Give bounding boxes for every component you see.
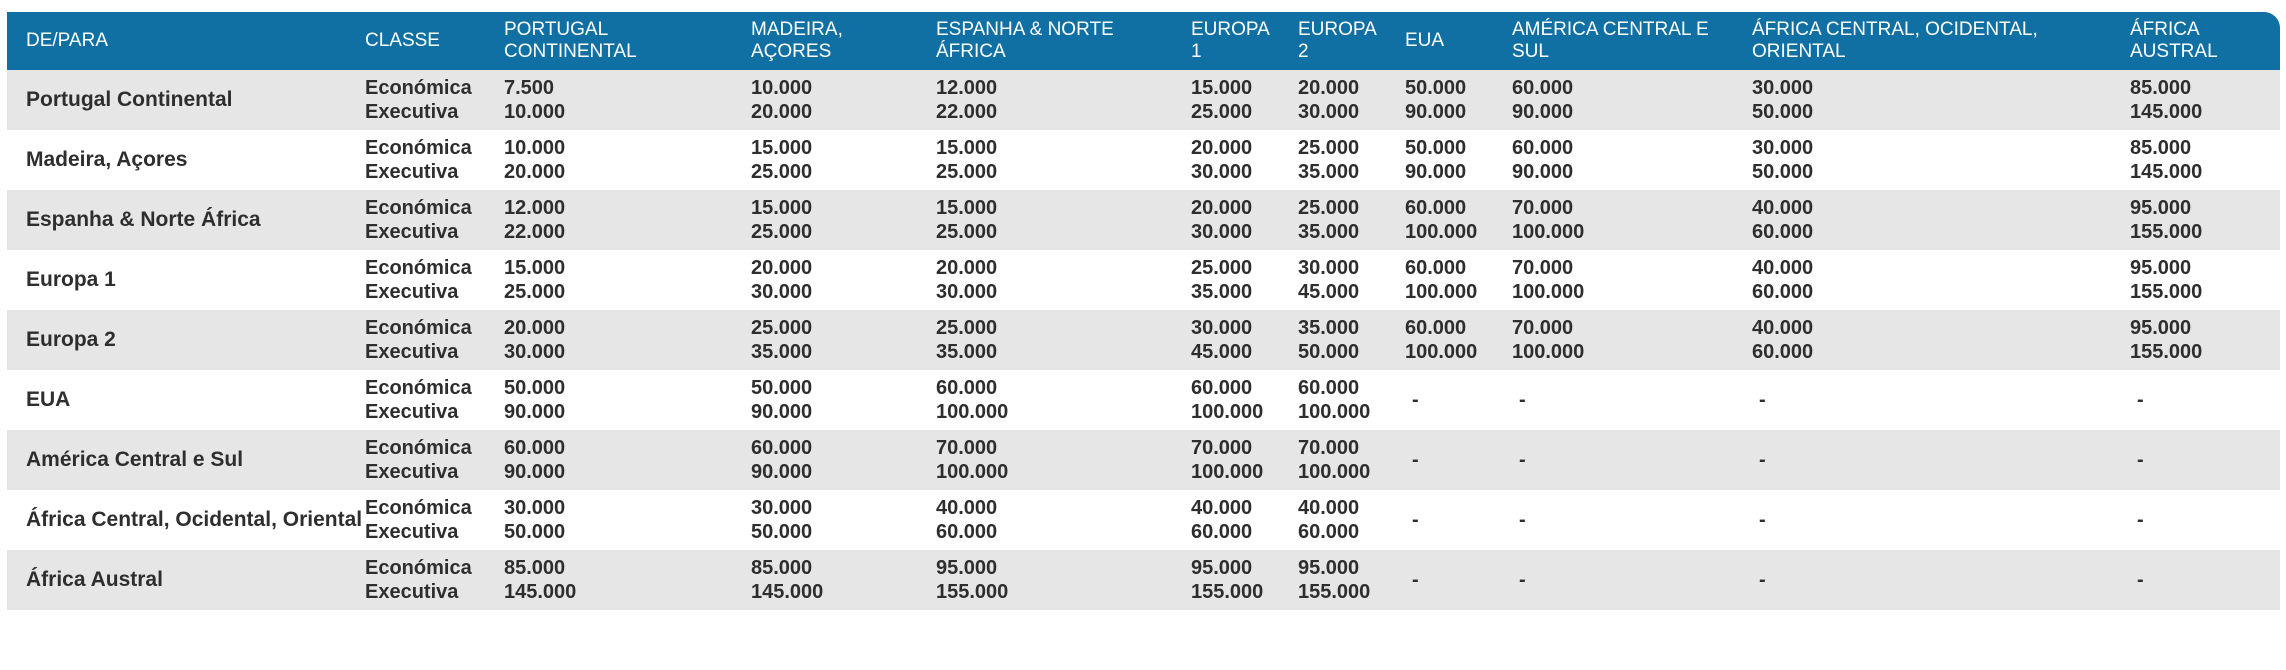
column-header: ÁFRICA CENTRAL, OCIDENTAL, ORIENTAL <box>1752 19 2038 62</box>
column-header: CLASSE <box>365 30 440 51</box>
miles-cell <box>936 550 1191 610</box>
miles-value: 40.000 <box>1752 257 1814 279</box>
miles-cell <box>1752 430 2130 490</box>
miles-value: 100.000 <box>1512 341 1585 363</box>
column-header: MADEIRA, AÇORES <box>751 19 843 62</box>
miles-cell <box>2130 190 2280 250</box>
miles-value: 90.000 <box>1512 161 1574 183</box>
miles-cell <box>1752 550 2130 610</box>
miles-value: 85.000 <box>2130 77 2192 99</box>
miles-cell <box>1405 550 1512 610</box>
miles-value: 20.000 <box>1191 137 1253 159</box>
miles-cell <box>2130 250 2280 310</box>
miles-value: 100.000 <box>1512 281 1585 303</box>
miles-value: 25.000 <box>1298 197 1360 219</box>
miles-cell <box>1512 370 1752 430</box>
miles-value: 35.000 <box>751 341 813 363</box>
miles-cell <box>1512 70 1752 130</box>
miles-value: 100.000 <box>936 461 1009 483</box>
miles-value: 60.000 <box>751 437 813 459</box>
miles-cell <box>1298 550 1405 610</box>
miles-value: 50.000 <box>1405 77 1467 99</box>
miles-cell <box>751 370 936 430</box>
miles-value: 20.000 <box>1191 197 1253 219</box>
class-label: Económica <box>365 137 472 159</box>
column-header: ÁFRICA AUSTRAL <box>2130 19 2218 62</box>
miles-cell <box>504 70 751 130</box>
miles-value: 70.000 <box>936 437 998 459</box>
miles-cell <box>936 370 1191 430</box>
miles-value: 40.000 <box>1191 497 1253 519</box>
miles-value: 145.000 <box>2130 161 2203 183</box>
miles-cell <box>504 130 751 190</box>
miles-cell <box>1191 550 1298 610</box>
miles-cell <box>1405 310 1512 370</box>
class-label: Económica <box>365 557 472 579</box>
miles-value: 30.000 <box>936 281 998 303</box>
miles-value: 90.000 <box>504 401 566 423</box>
miles-value: 155.000 <box>2130 281 2203 303</box>
miles-value: 100.000 <box>1298 461 1371 483</box>
origin-cell: África Central, Ocidental, Oriental <box>26 508 363 531</box>
miles-value: 90.000 <box>751 401 813 423</box>
miles-cell <box>1512 130 1752 190</box>
class-cell <box>365 550 504 610</box>
miles-value: 40.000 <box>1752 197 1814 219</box>
column-header: EUA <box>1405 30 1445 51</box>
miles-cell <box>1191 430 1298 490</box>
miles-value: 12.000 <box>504 197 566 219</box>
miles-value: 20.000 <box>1298 77 1360 99</box>
miles-cell <box>1512 310 1752 370</box>
miles-value: - <box>1519 569 1526 591</box>
miles-value: 40.000 <box>936 497 998 519</box>
miles-value: 10.000 <box>504 101 566 123</box>
miles-value: - <box>1759 449 1766 471</box>
miles-cell <box>1752 250 2130 310</box>
miles-value: 60.000 <box>1752 221 1814 243</box>
miles-cell <box>2130 430 2280 490</box>
miles-cell <box>751 490 936 550</box>
column-header: EUROPA 2 <box>1298 19 1377 62</box>
miles-cell <box>504 550 751 610</box>
miles-value: 50.000 <box>1752 161 1814 183</box>
miles-cell <box>504 190 751 250</box>
miles-value: - <box>1412 569 1419 591</box>
table-row <box>7 250 2280 310</box>
class-cell <box>365 190 504 250</box>
miles-cell <box>1405 190 1512 250</box>
class-label: Executiva <box>365 341 459 363</box>
class-label: Executiva <box>365 221 459 243</box>
miles-value: 85.000 <box>2130 137 2192 159</box>
miles-cell <box>751 310 936 370</box>
miles-value: 100.000 <box>1405 281 1478 303</box>
miles-cell <box>1752 70 2130 130</box>
miles-cell <box>1298 430 1405 490</box>
miles-value: - <box>1759 569 1766 591</box>
class-label: Executiva <box>365 281 459 303</box>
miles-cell <box>504 370 751 430</box>
miles-cell <box>1298 70 1405 130</box>
table-row <box>7 310 2280 370</box>
miles-value: 30.000 <box>1298 257 1360 279</box>
miles-cell <box>1191 370 1298 430</box>
miles-value: 60.000 <box>1191 521 1253 543</box>
miles-cell <box>1191 70 1298 130</box>
class-label: Executiva <box>365 401 459 423</box>
miles-value: - <box>1412 509 1419 531</box>
miles-value: 10.000 <box>751 77 813 99</box>
miles-cell <box>2130 370 2280 430</box>
miles-value: 60.000 <box>1405 197 1467 219</box>
miles-value: 7.500 <box>504 77 555 99</box>
class-cell <box>365 250 504 310</box>
miles-value: 60.000 <box>1512 137 1574 159</box>
table-header-row <box>7 12 2280 70</box>
miles-value: 100.000 <box>936 401 1009 423</box>
miles-value: 70.000 <box>1512 197 1574 219</box>
miles-value: 90.000 <box>1405 101 1467 123</box>
miles-value: - <box>1519 389 1526 411</box>
miles-cell <box>2130 70 2280 130</box>
table-row <box>7 130 2280 190</box>
miles-value: 20.000 <box>936 257 998 279</box>
miles-value: 15.000 <box>751 137 813 159</box>
miles-value: 30.000 <box>751 281 813 303</box>
miles-value: 155.000 <box>2130 341 2203 363</box>
miles-cell <box>1752 370 2130 430</box>
miles-value: 60.000 <box>1752 281 1814 303</box>
table-body <box>7 70 2280 610</box>
miles-cell <box>504 310 751 370</box>
miles-cell <box>751 550 936 610</box>
miles-value: 60.000 <box>1512 77 1574 99</box>
miles-cell <box>1512 250 1752 310</box>
miles-value: 90.000 <box>1512 101 1574 123</box>
miles-value: - <box>2137 449 2144 471</box>
miles-value: 85.000 <box>751 557 813 579</box>
miles-value: 30.000 <box>504 497 566 519</box>
miles-value: 25.000 <box>936 161 998 183</box>
miles-cell <box>751 190 936 250</box>
miles-value: 90.000 <box>751 461 813 483</box>
miles-cell <box>2130 490 2280 550</box>
miles-cell <box>751 250 936 310</box>
miles-value: 50.000 <box>751 377 813 399</box>
miles-cell <box>1405 430 1512 490</box>
miles-cell <box>1752 190 2130 250</box>
miles-value: 100.000 <box>1512 221 1585 243</box>
miles-table-container <box>7 12 2280 610</box>
class-label: Executiva <box>365 521 459 543</box>
miles-value: 50.000 <box>1405 137 1467 159</box>
miles-value: 100.000 <box>1405 221 1478 243</box>
miles-value: 20.000 <box>751 257 813 279</box>
miles-cell <box>2130 310 2280 370</box>
miles-value: 30.000 <box>1752 137 1814 159</box>
origin-cell: Europa 2 <box>26 328 116 351</box>
column-header: AMÉRICA CENTRAL E SUL <box>1512 19 1709 62</box>
miles-value: 155.000 <box>936 581 1009 603</box>
class-label: Económica <box>365 77 472 99</box>
miles-cell <box>936 250 1191 310</box>
class-label: Económica <box>365 257 472 279</box>
miles-value: 22.000 <box>936 101 998 123</box>
table-row <box>7 430 2280 490</box>
miles-value: 12.000 <box>936 77 998 99</box>
class-label: Económica <box>365 377 472 399</box>
miles-cell <box>936 130 1191 190</box>
miles-cell <box>2130 130 2280 190</box>
table-row <box>7 490 2280 550</box>
miles-cell <box>1191 130 1298 190</box>
class-cell <box>365 370 504 430</box>
miles-cell <box>1512 190 1752 250</box>
miles-cell <box>1191 310 1298 370</box>
miles-cell <box>1512 430 1752 490</box>
miles-value: 35.000 <box>936 341 998 363</box>
miles-cell <box>1298 370 1405 430</box>
miles-value: 95.000 <box>2130 257 2192 279</box>
miles-cell <box>936 490 1191 550</box>
column-header: ESPANHA & NORTE ÁFRICA <box>936 19 1114 62</box>
miles-cell <box>1405 490 1512 550</box>
miles-value: 100.000 <box>1191 401 1264 423</box>
miles-value: 15.000 <box>504 257 566 279</box>
miles-cell <box>936 70 1191 130</box>
miles-value: 25.000 <box>504 281 566 303</box>
miles-value: 100.000 <box>1191 461 1264 483</box>
miles-cell <box>1191 250 1298 310</box>
miles-value: 25.000 <box>1298 137 1360 159</box>
miles-cell <box>1752 310 2130 370</box>
miles-value: 50.000 <box>1752 101 1814 123</box>
miles-value: - <box>2137 569 2144 591</box>
miles-value: 40.000 <box>1752 317 1814 339</box>
miles-value: 90.000 <box>1405 161 1467 183</box>
miles-value: 50.000 <box>504 521 566 543</box>
miles-cell <box>1405 370 1512 430</box>
miles-cell <box>504 490 751 550</box>
miles-value: 30.000 <box>1191 317 1253 339</box>
miles-value: 25.000 <box>936 221 998 243</box>
miles-value: 60.000 <box>936 521 998 543</box>
miles-value: 15.000 <box>936 197 998 219</box>
miles-value: 15.000 <box>1191 77 1253 99</box>
class-label: Económica <box>365 317 472 339</box>
miles-value: 35.000 <box>1298 161 1360 183</box>
miles-value: - <box>2137 389 2144 411</box>
miles-cell <box>1191 490 1298 550</box>
miles-value: 20.000 <box>504 161 566 183</box>
miles-value: 15.000 <box>936 137 998 159</box>
miles-cell <box>1298 250 1405 310</box>
miles-value: 30.000 <box>1191 221 1253 243</box>
miles-value: 60.000 <box>1298 377 1360 399</box>
class-cell <box>365 430 504 490</box>
miles-value: 45.000 <box>1191 341 1253 363</box>
miles-cell <box>936 310 1191 370</box>
miles-cell <box>1405 70 1512 130</box>
table-row <box>7 370 2280 430</box>
miles-value: 25.000 <box>751 317 813 339</box>
miles-cell <box>1298 190 1405 250</box>
miles-value: 145.000 <box>2130 101 2203 123</box>
miles-value: 30.000 <box>751 497 813 519</box>
origin-cell: Portugal Continental <box>26 88 233 111</box>
miles-value: 95.000 <box>2130 317 2192 339</box>
miles-value: 155.000 <box>2130 221 2203 243</box>
miles-cell <box>1191 190 1298 250</box>
miles-cell <box>936 430 1191 490</box>
miles-value: 20.000 <box>751 101 813 123</box>
miles-value: 95.000 <box>1298 557 1360 579</box>
miles-table <box>7 12 2280 610</box>
miles-value: 30.000 <box>1752 77 1814 99</box>
class-label: Económica <box>365 197 472 219</box>
miles-cell <box>1405 130 1512 190</box>
miles-cell <box>504 430 751 490</box>
miles-value: 50.000 <box>504 377 566 399</box>
miles-value: - <box>1412 449 1419 471</box>
miles-cell <box>1298 310 1405 370</box>
miles-cell <box>936 190 1191 250</box>
origin-cell: EUA <box>26 388 71 411</box>
miles-value: 50.000 <box>1298 341 1360 363</box>
miles-value: 60.000 <box>936 377 998 399</box>
miles-cell <box>2130 550 2280 610</box>
column-header: EUROPA 1 <box>1191 19 1270 62</box>
miles-value: 95.000 <box>1191 557 1253 579</box>
miles-value: 20.000 <box>504 317 566 339</box>
column-header: DE/PARA <box>26 30 109 51</box>
miles-value: 35.000 <box>1191 281 1253 303</box>
class-label: Económica <box>365 437 472 459</box>
miles-cell <box>1298 130 1405 190</box>
miles-cell <box>1512 490 1752 550</box>
miles-value: 70.000 <box>1512 257 1574 279</box>
miles-value: 95.000 <box>936 557 998 579</box>
miles-value: 25.000 <box>751 161 813 183</box>
origin-cell: Europa 1 <box>26 268 116 291</box>
miles-value: 100.000 <box>1405 341 1478 363</box>
miles-value: - <box>1519 509 1526 531</box>
miles-value: 60.000 <box>504 437 566 459</box>
miles-value: 85.000 <box>504 557 566 579</box>
miles-cell <box>1405 250 1512 310</box>
miles-cell <box>1512 550 1752 610</box>
miles-value: 95.000 <box>2130 197 2192 219</box>
miles-value: - <box>1759 509 1766 531</box>
miles-cell <box>751 430 936 490</box>
miles-value: 30.000 <box>1191 161 1253 183</box>
class-label: Económica <box>365 497 472 519</box>
miles-value: 145.000 <box>504 581 577 603</box>
miles-value: - <box>1759 389 1766 411</box>
class-label: Executiva <box>365 581 459 603</box>
miles-cell <box>1298 490 1405 550</box>
origin-cell: Madeira, Açores <box>26 148 188 171</box>
miles-value: 30.000 <box>504 341 566 363</box>
miles-cell <box>751 130 936 190</box>
class-label: Executiva <box>365 461 459 483</box>
miles-value: 25.000 <box>751 221 813 243</box>
miles-value: 100.000 <box>1298 401 1371 423</box>
miles-value: 50.000 <box>751 521 813 543</box>
miles-value: 60.000 <box>1752 341 1814 363</box>
miles-value: 30.000 <box>1298 101 1360 123</box>
origin-cell: América Central e Sul <box>26 448 244 471</box>
miles-value: 10.000 <box>504 137 566 159</box>
class-cell <box>365 70 504 130</box>
miles-value: 60.000 <box>1298 521 1360 543</box>
miles-value: - <box>1519 449 1526 471</box>
table-row <box>7 190 2280 250</box>
miles-value: 35.000 <box>1298 221 1360 243</box>
miles-value: 155.000 <box>1191 581 1264 603</box>
miles-value: 15.000 <box>751 197 813 219</box>
miles-value: 60.000 <box>1405 317 1467 339</box>
origin-cell: Espanha & Norte África <box>26 208 261 231</box>
class-label: Executiva <box>365 161 459 183</box>
miles-value: 70.000 <box>1191 437 1253 459</box>
miles-value: 90.000 <box>504 461 566 483</box>
miles-value: 70.000 <box>1512 317 1574 339</box>
miles-value: 35.000 <box>1298 317 1360 339</box>
miles-cell <box>1752 130 2130 190</box>
miles-value: - <box>2137 509 2144 531</box>
miles-value: 70.000 <box>1298 437 1360 459</box>
miles-cell <box>504 250 751 310</box>
miles-value: 60.000 <box>1191 377 1253 399</box>
miles-value: 25.000 <box>936 317 998 339</box>
miles-value: - <box>1412 389 1419 411</box>
miles-value: 45.000 <box>1298 281 1360 303</box>
miles-value: 22.000 <box>504 221 566 243</box>
miles-cell <box>751 70 936 130</box>
origin-cell: África Austral <box>26 568 163 591</box>
column-header: PORTUGAL CONTINENTAL <box>504 19 637 62</box>
class-cell <box>365 490 504 550</box>
miles-value: 155.000 <box>1298 581 1371 603</box>
miles-value: 145.000 <box>751 581 824 603</box>
miles-value: 25.000 <box>1191 101 1253 123</box>
class-cell <box>365 310 504 370</box>
table-row <box>7 550 2280 610</box>
miles-value: 60.000 <box>1405 257 1467 279</box>
class-label: Executiva <box>365 101 459 123</box>
miles-value: 25.000 <box>1191 257 1253 279</box>
miles-cell <box>1752 490 2130 550</box>
table-row <box>7 70 2280 130</box>
miles-value: 40.000 <box>1298 497 1360 519</box>
class-cell <box>365 130 504 190</box>
